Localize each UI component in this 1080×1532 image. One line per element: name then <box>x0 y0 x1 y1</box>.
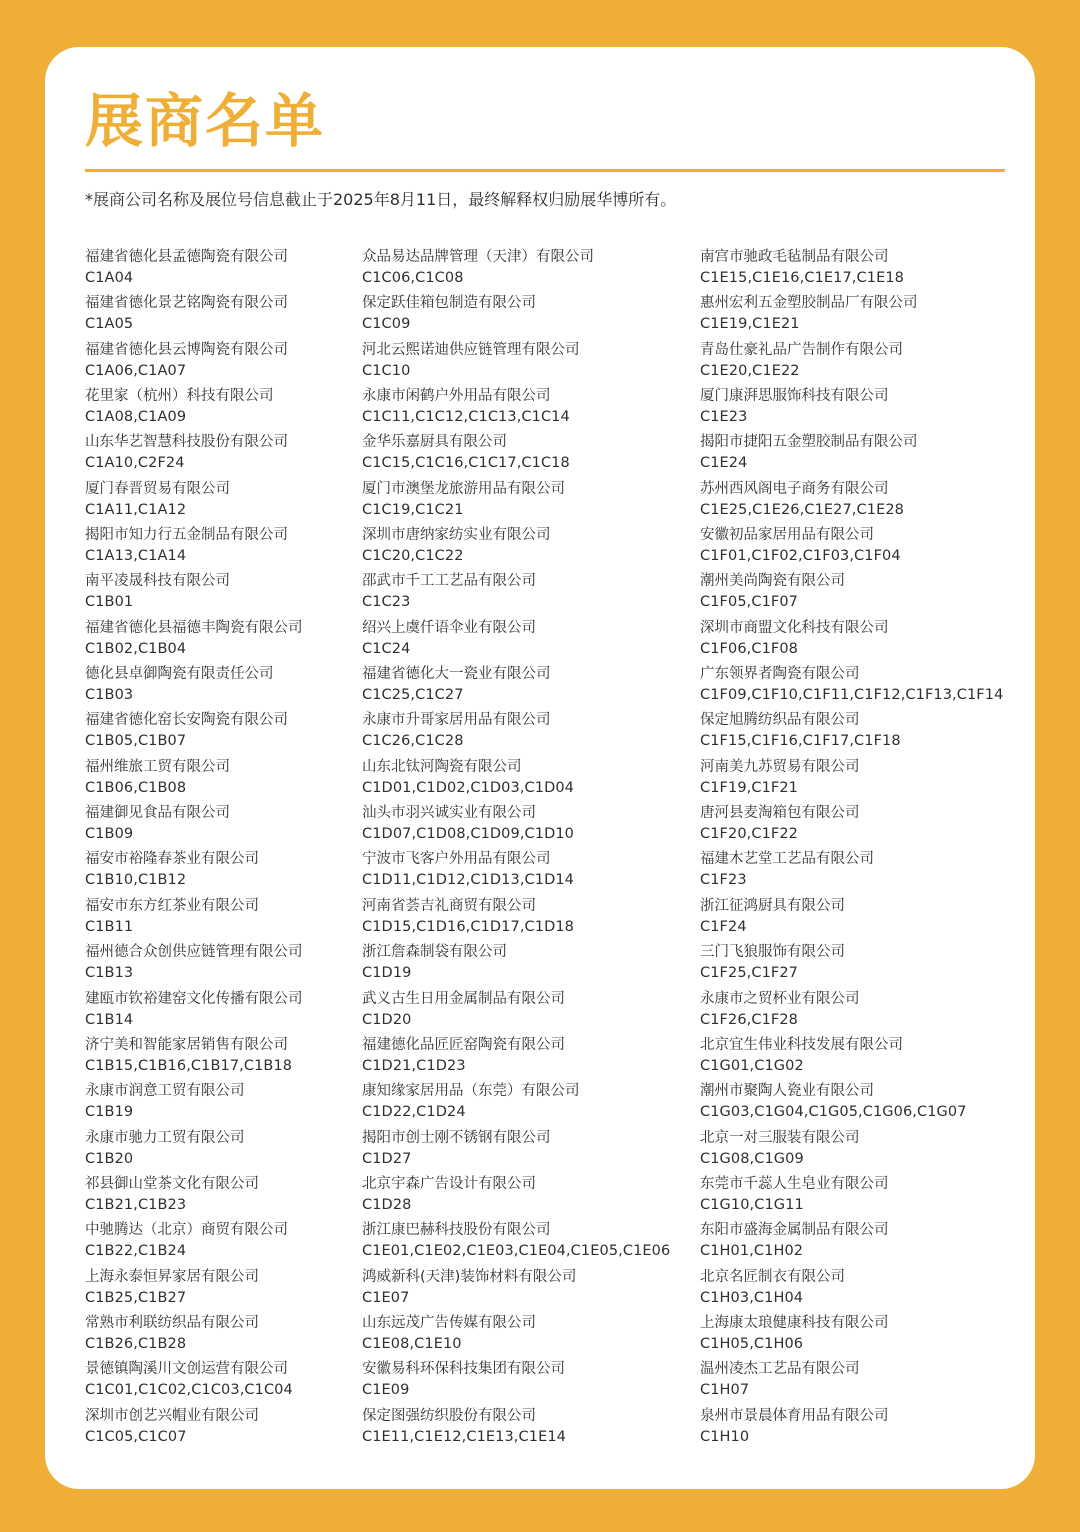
exhibitor-booth-number: C1B05,C1B07 <box>85 733 187 750</box>
exhibitor-column-1 <box>85 247 303 1452</box>
exhibitor-booth-number: C1G01,C1G02 <box>700 1057 804 1074</box>
exhibitor-company-name: 安徽初品家居用品有限公司 <box>700 527 874 544</box>
exhibitor-booth-number: C1B20 <box>85 1150 134 1167</box>
exhibitor-company-name: 山东远茂广告传媒有限公司 <box>362 1314 536 1331</box>
exhibitor-booth-number: C1A05 <box>85 316 134 333</box>
exhibitor-company-name: 河北云熙诺迪供应链管理有限公司 <box>362 341 580 358</box>
exhibitor-entry <box>362 1081 670 1127</box>
exhibitor-booth-number: C1C09 <box>362 316 411 333</box>
exhibitor-company-name: 济宁美和智能家居销售有限公司 <box>85 1036 288 1053</box>
exhibitor-company-name: 永康市驰力工贸有限公司 <box>85 1129 245 1146</box>
exhibitor-company-name: 河南省荟吉礼商贸有限公司 <box>362 897 536 914</box>
exhibitor-entry <box>85 1081 303 1127</box>
exhibitor-company-name: 河南美九苏贸易有限公司 <box>700 758 860 775</box>
exhibitor-entry <box>700 247 1003 293</box>
exhibitor-entry <box>700 1406 1003 1452</box>
exhibitor-company-name: 常熟市利联纺织品有限公司 <box>85 1314 259 1331</box>
exhibitor-entry <box>700 1220 1003 1266</box>
exhibitor-booth-number: C1F01,C1F02,C1F03,C1F04 <box>700 548 901 565</box>
exhibitor-booth-number: C1B22,C1B24 <box>85 1243 187 1260</box>
exhibitor-entry <box>700 432 1003 478</box>
exhibitor-entry <box>362 942 670 988</box>
exhibitor-company-name: 绍兴上虞仟语伞业有限公司 <box>362 619 536 636</box>
exhibitor-entry <box>85 571 303 617</box>
disclaimer-note: *展商公司名称及展位号信息截止于2025年8月11日，最终解释权归励展华博所有。 <box>85 190 677 209</box>
exhibitor-booth-number: C1A13,C1A14 <box>85 548 187 565</box>
exhibitor-booth-number: C1C19,C1C21 <box>362 501 464 518</box>
exhibitor-entry <box>85 1267 303 1313</box>
exhibitor-company-name: 浙江征鸿厨具有限公司 <box>700 897 845 914</box>
exhibitor-booth-number: C1E19,C1E21 <box>700 316 800 333</box>
exhibitor-entry <box>700 1174 1003 1220</box>
exhibitor-booth-number: C1F24 <box>700 918 747 935</box>
exhibitor-booth-number: C1B15,C1B16,C1B17,C1B18 <box>85 1057 293 1074</box>
exhibitor-entry <box>362 1313 670 1359</box>
exhibitor-company-name: 山东北钛河陶瓷有限公司 <box>362 758 522 775</box>
exhibitor-column-2 <box>362 247 670 1452</box>
exhibitor-company-name: 青岛仕豪礼品广告制作有限公司 <box>700 341 903 358</box>
exhibitor-booth-number: C1E15,C1E16,C1E17,C1E18 <box>700 270 904 286</box>
exhibitor-booth-number: C1F15,C1F16,C1F17,C1F18 <box>700 733 901 750</box>
exhibitor-entry <box>362 293 670 339</box>
exhibitor-entry <box>700 757 1003 803</box>
exhibitor-company-name: 上海康太琅健康科技有限公司 <box>700 1314 889 1331</box>
exhibitor-booth-number: C1B01 <box>85 594 134 611</box>
exhibitor-company-name: 福州维旅工贸有限公司 <box>85 758 230 775</box>
exhibitor-company-name: 苏州西风阁电子商务有限公司 <box>700 480 889 497</box>
exhibitor-company-name: 揭阳市知力行五金制品有限公司 <box>85 527 288 544</box>
exhibitor-booth-number: C1E08,C1E10 <box>362 1335 462 1352</box>
exhibitor-entry <box>85 1128 303 1174</box>
exhibitor-entry <box>85 1359 303 1405</box>
exhibitor-booth-number: C1H05,C1H06 <box>700 1335 804 1352</box>
exhibitor-entry <box>85 293 303 339</box>
exhibitor-entry <box>700 618 1003 664</box>
exhibitor-booth-number: C1F19,C1F21 <box>700 779 798 796</box>
exhibitor-column-3 <box>700 247 1003 1452</box>
exhibitor-entry <box>700 525 1003 571</box>
exhibitor-entry <box>85 1035 303 1081</box>
exhibitor-booth-number: C1D15,C1D16,C1D17,C1D18 <box>362 918 574 935</box>
exhibitor-entry <box>85 1406 303 1452</box>
exhibitor-booth-number: C1F23 <box>700 872 747 889</box>
exhibitor-booth-number: C1D11,C1D12,C1D13,C1D14 <box>362 872 574 889</box>
exhibitor-booth-number: C1E20,C1E22 <box>700 362 800 379</box>
exhibitor-company-name: 唐河县麦淘箱包有限公司 <box>700 805 860 822</box>
exhibitor-booth-number: C1C15,C1C16,C1C17,C1C18 <box>362 455 570 472</box>
exhibitor-company-name: 三门飞狼服饰有限公司 <box>700 944 845 961</box>
exhibitor-booth-number: C1D20 <box>362 1011 412 1028</box>
exhibitor-booth-number: C1F25,C1F27 <box>700 965 798 982</box>
exhibitor-entry <box>700 942 1003 988</box>
exhibitor-company-name: 建瓯市钦裕建窑文化传播有限公司 <box>85 990 303 1007</box>
exhibitor-booth-number: C1C05,C1C07 <box>85 1428 187 1445</box>
exhibitor-booth-number: C1C25,C1C27 <box>362 687 464 704</box>
exhibitor-entry <box>700 1359 1003 1405</box>
exhibitor-entry <box>700 479 1003 525</box>
exhibitor-entry <box>362 1128 670 1174</box>
exhibitor-entry <box>700 340 1003 386</box>
exhibitor-booth-number: C1B19 <box>85 1104 134 1121</box>
exhibitor-booth-number: C1E23 <box>700 409 748 426</box>
exhibitor-company-name: 揭阳市创士刚不锈钢有限公司 <box>362 1129 551 1146</box>
exhibitor-booth-number: C1F09,C1F10,C1F11,C1F12,C1F13,C1F14 <box>700 687 1004 704</box>
exhibitor-booth-number: C1C10 <box>362 362 411 379</box>
exhibitor-list-card <box>45 47 1035 1489</box>
exhibitor-company-name: 永康市闲鹤户外用品有限公司 <box>362 388 551 405</box>
exhibitor-entry <box>700 664 1003 710</box>
exhibitor-booth-number: C1A11,C1A12 <box>85 501 187 518</box>
exhibitor-booth-number: C1B03 <box>85 687 134 704</box>
exhibitor-company-name: 福州德合众创供应链管理有限公司 <box>85 944 303 961</box>
exhibitor-company-name: 揭阳市捷阳五金塑胶制品有限公司 <box>700 434 918 451</box>
exhibitor-booth-number: C1G10,C1G11 <box>700 1196 804 1213</box>
exhibitor-entry <box>85 618 303 664</box>
exhibitor-company-name: 福建御见食品有限公司 <box>85 805 230 822</box>
exhibitor-company-name: 温州凌杰工艺品有限公司 <box>700 1361 860 1378</box>
exhibitor-entry <box>85 386 303 432</box>
exhibitor-booth-number: C1H10 <box>700 1428 750 1445</box>
exhibitor-entry <box>85 1220 303 1266</box>
exhibitor-booth-number: C1C06,C1C08 <box>362 270 464 286</box>
exhibitor-company-name: 深圳市唐纳家纺实业有限公司 <box>362 527 551 544</box>
exhibitor-company-name: 福建省德化窑长安陶瓷有限公司 <box>85 712 288 729</box>
exhibitor-entry <box>362 710 670 756</box>
exhibitor-company-name: 众品易达品牌管理（天津）有限公司 <box>362 249 594 265</box>
exhibitor-booth-number: C1B26,C1B28 <box>85 1335 187 1352</box>
exhibitor-booth-number: C1D21,C1D23 <box>362 1057 466 1074</box>
exhibitor-entry <box>700 386 1003 432</box>
exhibitor-company-name: 邵武市千工工艺品有限公司 <box>362 573 536 590</box>
exhibitor-company-name: 武义古生日用金属制品有限公司 <box>362 990 565 1007</box>
exhibitor-company-name: 深圳市商盟文化科技有限公司 <box>700 619 889 636</box>
title-divider <box>85 169 1005 172</box>
exhibitor-company-name: 福建省德化县福德丰陶瓷有限公司 <box>85 619 303 636</box>
exhibitor-entry <box>362 849 670 895</box>
exhibitor-company-name: 康知缘家居用品（东莞）有限公司 <box>362 1083 580 1100</box>
exhibitor-booth-number: C1D01,C1D02,C1D03,C1D04 <box>362 779 574 796</box>
exhibitor-entry <box>362 989 670 1035</box>
exhibitor-booth-number: C1D28 <box>362 1196 412 1213</box>
exhibitor-booth-number: C1B21,C1B23 <box>85 1196 187 1213</box>
exhibitor-booth-number: C1E25,C1E26,C1E27,C1E28 <box>700 501 904 518</box>
exhibitor-booth-number: C1D19 <box>362 965 412 982</box>
exhibitor-booth-number: C1A10,C2F24 <box>85 455 185 472</box>
exhibitor-company-name: 福建木艺堂工艺品有限公司 <box>700 851 874 868</box>
exhibitor-entry <box>85 710 303 756</box>
exhibitor-entry <box>85 849 303 895</box>
exhibitor-company-name: 福安市裕隆春茶业有限公司 <box>85 851 259 868</box>
exhibitor-booth-number: C1D27 <box>362 1150 412 1167</box>
exhibitor-company-name: 深圳市创艺兴帽业有限公司 <box>85 1407 259 1424</box>
exhibitor-entry <box>85 1313 303 1359</box>
exhibitor-entry <box>85 942 303 988</box>
exhibitor-company-name: 北京宇森广告设计有限公司 <box>362 1175 536 1192</box>
exhibitor-entry <box>362 247 670 293</box>
exhibitor-entry <box>700 896 1003 942</box>
exhibitor-entry <box>700 1267 1003 1313</box>
exhibitor-booth-number: C1E24 <box>700 455 748 472</box>
exhibitor-company-name: 潮州市聚陶人瓷业有限公司 <box>700 1083 874 1100</box>
exhibitor-company-name: 保定跃佳箱包制造有限公司 <box>362 295 536 312</box>
exhibitor-booth-number: C1F20,C1F22 <box>700 826 798 843</box>
exhibitor-booth-number: C1B11 <box>85 918 134 935</box>
exhibitor-booth-number: C1B13 <box>85 965 134 982</box>
exhibitor-company-name: 广东领界者陶瓷有限公司 <box>700 666 860 683</box>
exhibitor-entry <box>362 1359 670 1405</box>
exhibitor-company-name: 东莞市千蕊人生皂业有限公司 <box>700 1175 889 1192</box>
exhibitor-entry <box>362 896 670 942</box>
exhibitor-company-name: 安徽易科环保科技集团有限公司 <box>362 1361 565 1378</box>
exhibitor-entry <box>362 386 670 432</box>
exhibitor-company-name: 景德镇陶溪川文创运营有限公司 <box>85 1361 288 1378</box>
exhibitor-entry <box>85 989 303 1035</box>
exhibitor-company-name: 金华乐嘉厨具有限公司 <box>362 434 507 451</box>
exhibitor-entry <box>362 664 670 710</box>
exhibitor-entry <box>700 1128 1003 1174</box>
exhibitor-entry <box>362 803 670 849</box>
exhibitor-entry <box>362 1174 670 1220</box>
exhibitor-company-name: 上海永泰恒昇家居有限公司 <box>85 1268 259 1285</box>
exhibitor-booth-number: C1A06,C1A07 <box>85 362 187 379</box>
exhibitor-company-name: 永康市升哥家居用品有限公司 <box>362 712 551 729</box>
exhibitor-entry <box>362 571 670 617</box>
exhibitor-company-name: 厦门康湃思服饰科技有限公司 <box>700 388 889 405</box>
exhibitor-entry <box>362 525 670 571</box>
exhibitor-booth-number: C1F26,C1F28 <box>700 1011 798 1028</box>
exhibitor-entry <box>85 1174 303 1220</box>
exhibitor-entry <box>700 571 1003 617</box>
exhibitor-booth-number: C1E09 <box>362 1382 410 1399</box>
exhibitor-booth-number: C1G03,C1G04,C1G05,C1G06,C1G07 <box>700 1104 967 1121</box>
exhibitor-entry <box>700 1313 1003 1359</box>
exhibitor-entry <box>700 989 1003 1035</box>
exhibitor-company-name: 花里家（杭州）科技有限公司 <box>85 388 274 405</box>
exhibitor-company-name: 南平凌晟科技有限公司 <box>85 573 230 590</box>
exhibitor-booth-number: C1B09 <box>85 826 134 843</box>
exhibitor-entry <box>85 896 303 942</box>
exhibitor-company-name: 宁波市飞客户外用品有限公司 <box>362 851 551 868</box>
exhibitor-company-name: 东阳市盛海金属制品有限公司 <box>700 1222 889 1239</box>
exhibitor-company-name: 浙江康巴赫科技股份有限公司 <box>362 1222 551 1239</box>
exhibitor-booth-number: C1C23 <box>362 594 411 611</box>
exhibitor-booth-number: C1A08,C1A09 <box>85 409 187 426</box>
exhibitor-booth-number: C1E11,C1E12,C1E13,C1E14 <box>362 1428 566 1445</box>
exhibitor-entry <box>700 849 1003 895</box>
exhibitor-entry <box>700 293 1003 339</box>
exhibitor-entry <box>85 803 303 849</box>
exhibitor-entry <box>85 525 303 571</box>
exhibitor-booth-number: C1B10,C1B12 <box>85 872 187 889</box>
exhibitor-booth-number: C1E01,C1E02,C1E03,C1E04,C1E05,C1E06 <box>362 1243 671 1260</box>
exhibitor-company-name: 山东华艺智慧科技股份有限公司 <box>85 434 288 451</box>
exhibitor-entry <box>85 757 303 803</box>
exhibitor-company-name: 惠州宏利五金塑胶制品厂有限公司 <box>700 295 918 312</box>
exhibitor-company-name: 中驰腾达（北京）商贸有限公司 <box>85 1222 288 1239</box>
exhibitor-entry <box>362 1267 670 1313</box>
exhibitor-entry <box>700 1035 1003 1081</box>
exhibitor-booth-number: C1H07 <box>700 1382 750 1399</box>
exhibitor-company-name: 厦门市澳堡龙旅游用品有限公司 <box>362 480 565 497</box>
exhibitor-booth-number: C1A04 <box>85 270 134 286</box>
page-title: 展商名单 <box>85 87 326 155</box>
exhibitor-company-name: 德化县卓御陶瓷有限责任公司 <box>85 666 274 683</box>
exhibitor-entry <box>700 710 1003 756</box>
exhibitor-company-name: 北京一对三服装有限公司 <box>700 1129 860 1146</box>
exhibitor-company-name: 鸿威新科(天津)装饰材料有限公司 <box>362 1268 577 1285</box>
exhibitor-entry <box>85 432 303 478</box>
exhibitor-company-name: 福安市东方红茶业有限公司 <box>85 897 259 914</box>
exhibitor-company-name: 泉州市景晨体育用品有限公司 <box>700 1407 889 1424</box>
exhibitor-company-name: 祁县御山堂茶文化有限公司 <box>85 1175 259 1192</box>
exhibitor-booth-number: C1H03,C1H04 <box>700 1289 804 1306</box>
exhibitor-company-name: 厦门春晋贸易有限公司 <box>85 480 230 497</box>
exhibitor-booth-number: C1B06,C1B08 <box>85 779 187 796</box>
exhibitor-company-name: 永康市润意工贸有限公司 <box>85 1083 245 1100</box>
exhibitor-company-name: 保定旭腾纺织品有限公司 <box>700 712 860 729</box>
exhibitor-entry <box>700 803 1003 849</box>
exhibitor-entry <box>362 1220 670 1266</box>
exhibitor-company-name: 永康市之贸杯业有限公司 <box>700 990 860 1007</box>
exhibitor-company-name: 福建省德化县云博陶瓷有限公司 <box>85 341 288 358</box>
exhibitor-company-name: 福建省德化大一瓷业有限公司 <box>362 666 551 683</box>
exhibitor-booth-number: C1H01,C1H02 <box>700 1243 804 1260</box>
exhibitor-booth-number: C1G08,C1G09 <box>700 1150 804 1167</box>
exhibitor-entry <box>362 757 670 803</box>
exhibitor-booth-number: C1D07,C1D08,C1D09,C1D10 <box>362 826 574 843</box>
exhibitor-entry <box>85 340 303 386</box>
exhibitor-entry <box>362 432 670 478</box>
exhibitor-booth-number: C1F06,C1F08 <box>700 640 798 657</box>
exhibitor-company-name: 福建省德化景艺铭陶瓷有限公司 <box>85 295 288 312</box>
exhibitor-booth-number: C1B14 <box>85 1011 134 1028</box>
exhibitor-entry <box>362 1035 670 1081</box>
exhibitor-entry <box>85 247 303 293</box>
exhibitor-entry <box>362 618 670 664</box>
exhibitor-booth-number: C1D22,C1D24 <box>362 1104 466 1121</box>
exhibitor-booth-number: C1C11,C1C12,C1C13,C1C14 <box>362 409 570 426</box>
exhibitor-company-name: 福建省德化县孟德陶瓷有限公司 <box>85 249 288 265</box>
exhibitor-entry <box>362 340 670 386</box>
exhibitor-entry <box>85 479 303 525</box>
exhibitor-booth-number: C1B02,C1B04 <box>85 640 187 657</box>
exhibitor-company-name: 浙江詹森制袋有限公司 <box>362 944 507 961</box>
exhibitor-booth-number: C1C20,C1C22 <box>362 548 464 565</box>
exhibitor-entry <box>700 1081 1003 1127</box>
exhibitor-booth-number: C1B25,C1B27 <box>85 1289 187 1306</box>
exhibitor-company-name: 福建德化品匠匠窑陶瓷有限公司 <box>362 1036 565 1053</box>
exhibitor-company-name: 北京宜生伟业科技发展有限公司 <box>700 1036 903 1053</box>
exhibitor-entry <box>362 479 670 525</box>
exhibitor-booth-number: C1C26,C1C28 <box>362 733 464 750</box>
exhibitor-company-name: 北京名匠制衣有限公司 <box>700 1268 845 1285</box>
exhibitor-company-name: 保定图强纺织股份有限公司 <box>362 1407 536 1424</box>
exhibitor-entry <box>85 664 303 710</box>
exhibitor-booth-number: C1C01,C1C02,C1C03,C1C04 <box>85 1382 293 1399</box>
exhibitor-company-name: 汕头市羽兴诚实业有限公司 <box>362 805 536 822</box>
exhibitor-booth-number: C1F05,C1F07 <box>700 594 798 611</box>
exhibitor-company-name: 潮州美尚陶瓷有限公司 <box>700 573 845 590</box>
exhibitor-entry <box>362 1406 670 1452</box>
exhibitor-company-name: 南宫市驰政毛毡制品有限公司 <box>700 249 889 265</box>
exhibitor-booth-number: C1C24 <box>362 640 411 657</box>
exhibitor-booth-number: C1E07 <box>362 1289 410 1306</box>
